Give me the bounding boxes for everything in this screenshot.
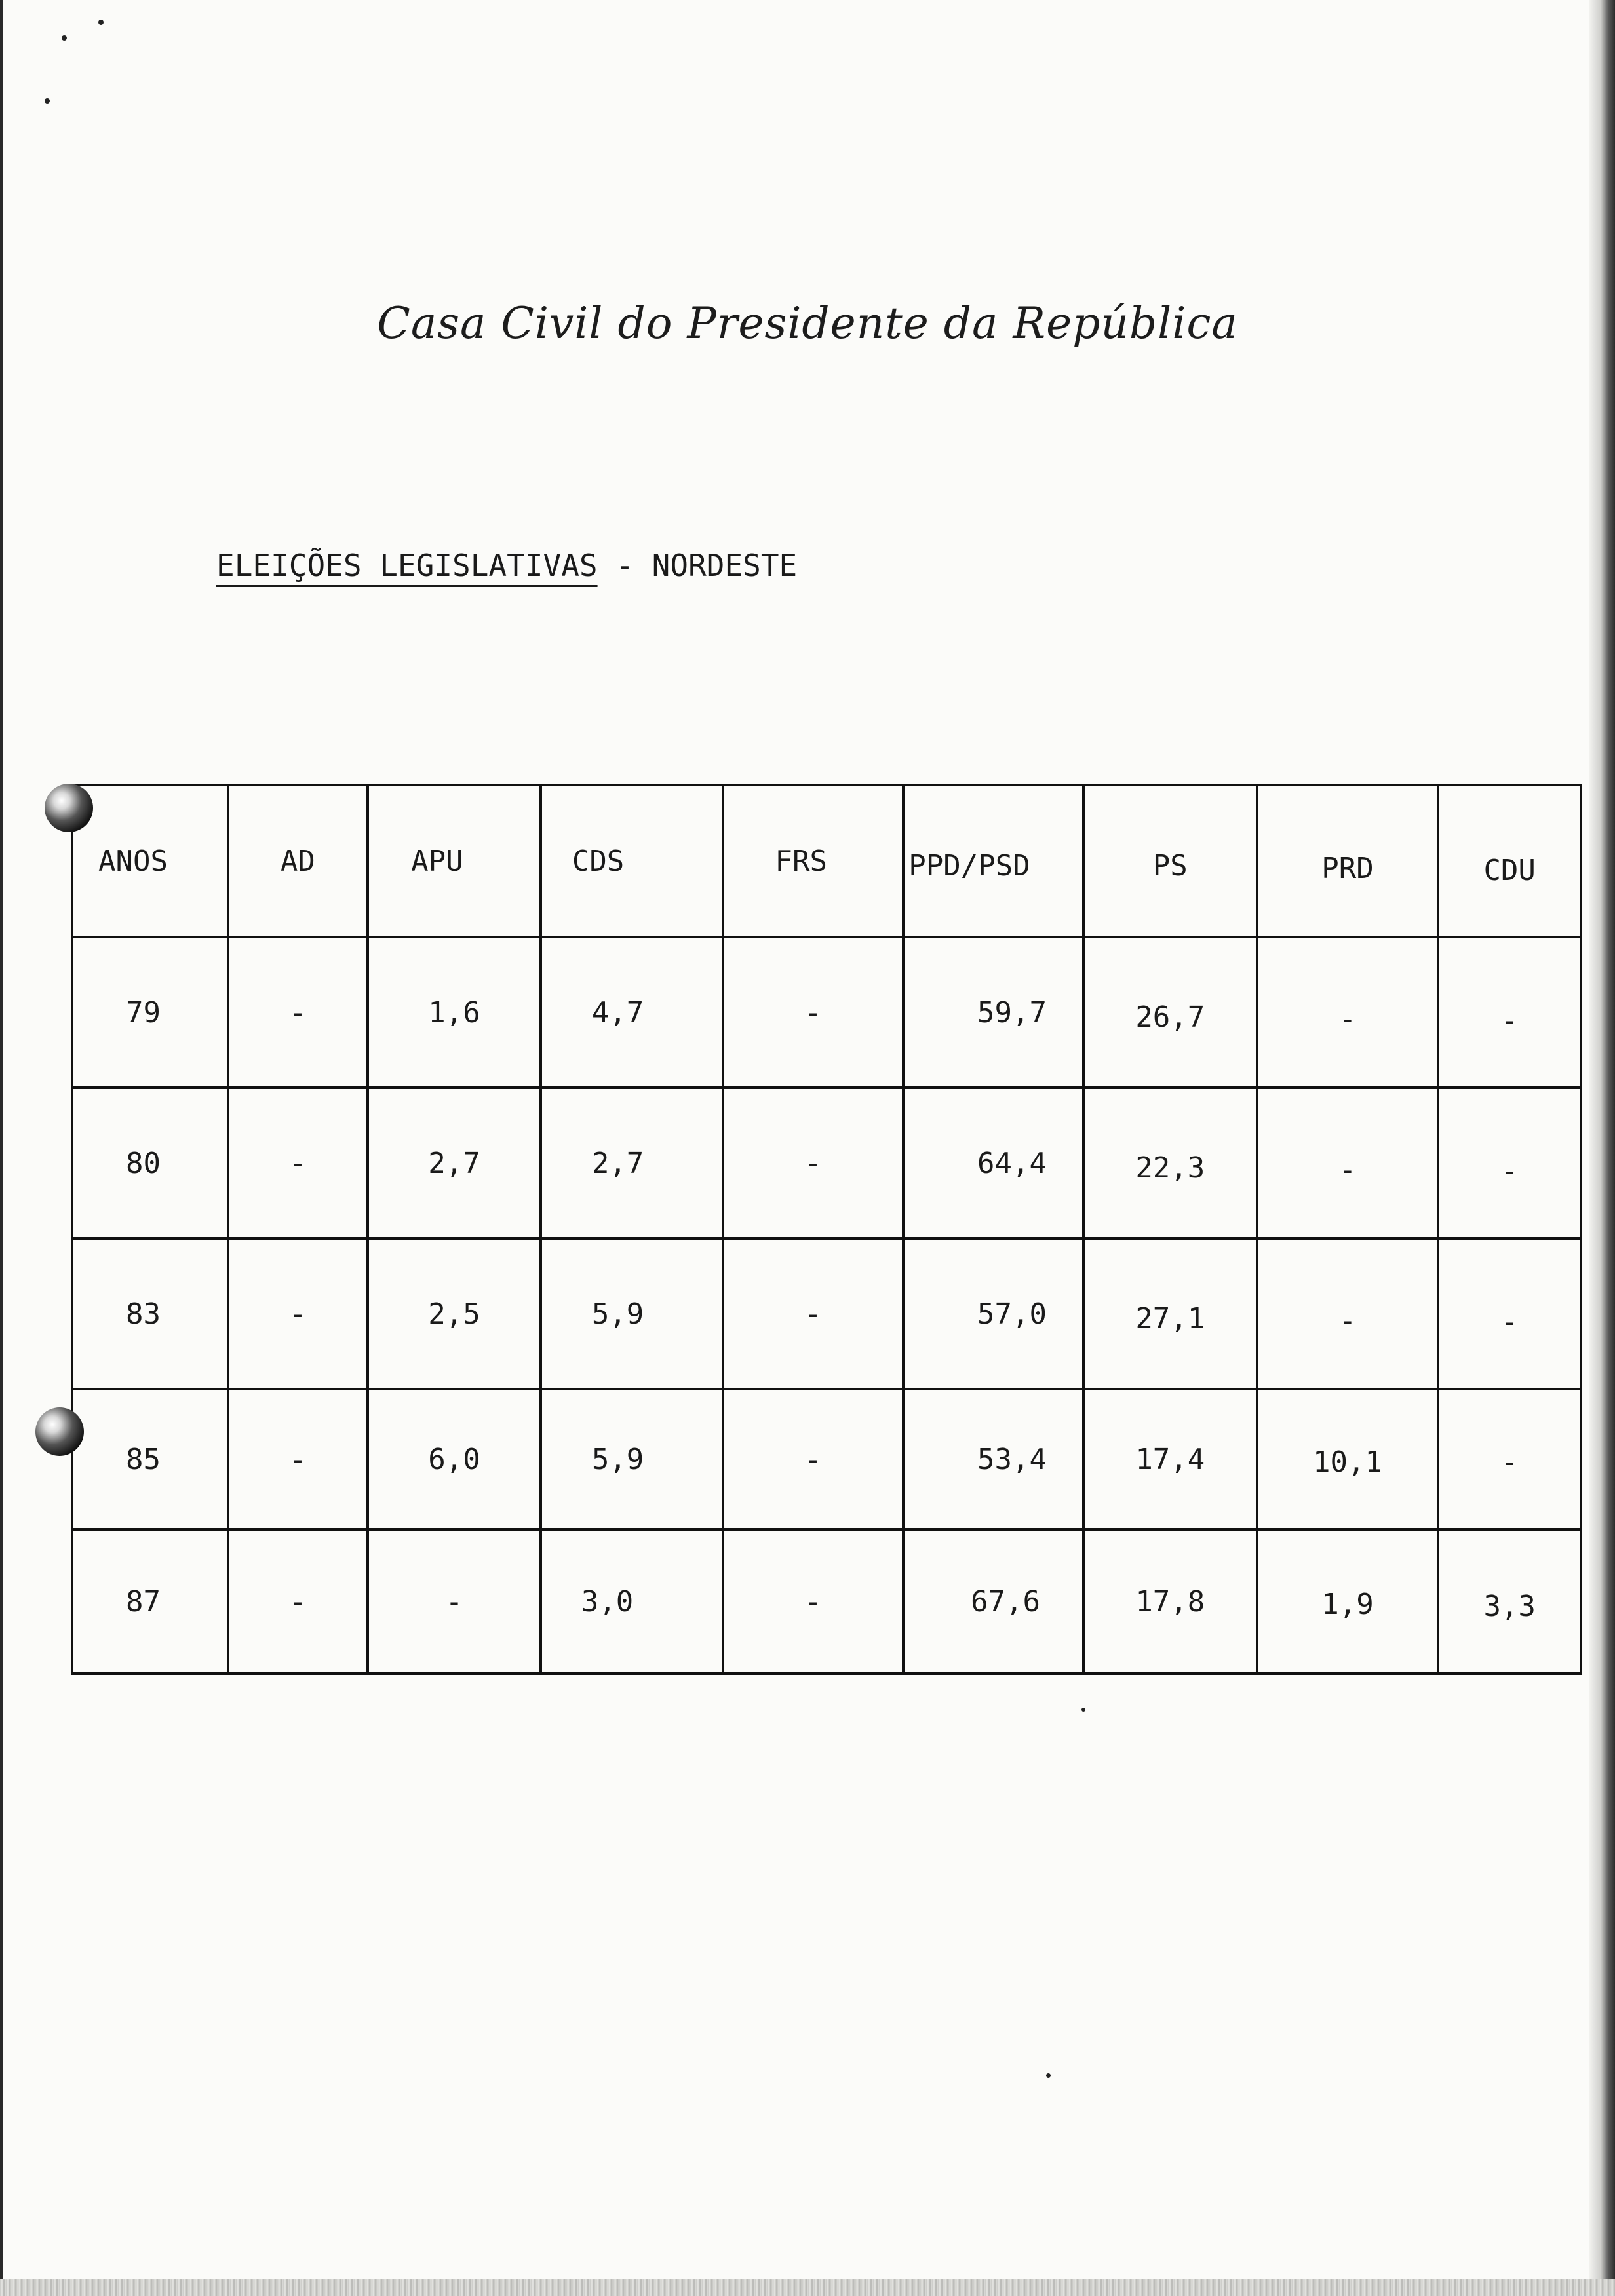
- cell-year: 87: [72, 1529, 228, 1674]
- cell-ad: -: [228, 1088, 368, 1238]
- cell-apu: 1,6: [368, 937, 541, 1088]
- cell-cds: 2,7: [541, 1088, 723, 1238]
- cell-frs: -: [723, 937, 904, 1088]
- cell-cds: 3,0: [541, 1529, 723, 1674]
- cell-cdu: -: [1438, 1238, 1581, 1389]
- scan-speck: [62, 35, 67, 41]
- scan-speck: [1081, 1708, 1085, 1712]
- table-row: [72, 1529, 1581, 1674]
- scan-speck: [1046, 2073, 1051, 2078]
- cell-ppd-psd: 57,0: [903, 1238, 1083, 1389]
- cell-apu: 2,5: [368, 1238, 541, 1389]
- cell-year: 79: [72, 937, 228, 1088]
- cell-frs: -: [723, 1238, 904, 1389]
- cell-ps: 22,3: [1083, 1088, 1257, 1238]
- table-row: [72, 937, 1581, 1088]
- cell-ps: 17,4: [1083, 1389, 1257, 1529]
- letterhead: Casa Civil do Presidente da República: [377, 298, 1238, 349]
- table-row: [72, 1238, 1581, 1389]
- cell-cds: 5,9: [541, 1389, 723, 1529]
- cell-cdu: -: [1438, 1389, 1581, 1529]
- scan-speck: [98, 20, 104, 25]
- table-header-row: [72, 785, 1581, 937]
- cell-ad: -: [228, 1389, 368, 1529]
- cell-frs: -: [723, 1088, 904, 1238]
- cell-year: 85: [72, 1389, 228, 1529]
- scan-speck: [45, 98, 50, 104]
- cell-ppd-psd: 67,6: [903, 1529, 1083, 1674]
- cell-prd: -: [1257, 937, 1439, 1088]
- cell-prd: -: [1257, 1238, 1439, 1389]
- cell-year: 83: [72, 1238, 228, 1389]
- cell-year: 80: [72, 1088, 228, 1238]
- column-header-anos: ANOS: [72, 785, 228, 937]
- table-row: [72, 1389, 1581, 1529]
- cell-frs: -: [723, 1529, 904, 1674]
- column-header-prd: PRD: [1257, 785, 1439, 937]
- cell-ppd-psd: 59,7: [903, 937, 1083, 1088]
- punch-hole-top: [45, 784, 93, 832]
- cell-ppd-psd: 53,4: [903, 1389, 1083, 1529]
- table-row: [72, 1088, 1581, 1238]
- cell-apu: 6,0: [368, 1389, 541, 1529]
- cell-apu: 2,7: [368, 1088, 541, 1238]
- cell-ad: -: [228, 1238, 368, 1389]
- column-header-apu: APU: [368, 785, 541, 937]
- column-header-ppd-psd: PPD/PSD: [903, 785, 1083, 937]
- cell-cds: 4,7: [541, 937, 723, 1088]
- column-header-frs: FRS: [723, 785, 904, 937]
- column-header-ad: AD: [228, 785, 368, 937]
- column-header-ps: PS: [1083, 785, 1257, 937]
- page-edge-bottom: [0, 2279, 1615, 2296]
- cell-cdu: -: [1438, 937, 1581, 1088]
- cell-ad: -: [228, 937, 368, 1088]
- column-header-cds: CDS: [541, 785, 723, 937]
- cell-ad: -: [228, 1529, 368, 1674]
- cell-cds: 5,9: [541, 1238, 723, 1389]
- cell-ps: 17,8: [1083, 1529, 1257, 1674]
- cell-ps: 27,1: [1083, 1238, 1257, 1389]
- title-underlined: ELEIÇÕES LEGISLATIVAS: [216, 548, 598, 583]
- cell-cdu: 3,3: [1438, 1529, 1581, 1674]
- cell-apu: -: [368, 1529, 541, 1674]
- cell-ps: 26,7: [1083, 937, 1257, 1088]
- document-title: [216, 548, 797, 583]
- punch-hole-bottom: [35, 1407, 84, 1456]
- cell-prd: 10,1: [1257, 1389, 1439, 1529]
- title-region: - NORDESTE: [597, 548, 798, 583]
- cell-frs: -: [723, 1389, 904, 1529]
- cell-prd: -: [1257, 1088, 1439, 1238]
- column-header-cdu: CDU: [1438, 785, 1581, 937]
- cell-prd: 1,9: [1257, 1529, 1439, 1674]
- election-results-table: [71, 784, 1582, 1675]
- cell-ppd-psd: 64,4: [903, 1088, 1083, 1238]
- cell-cdu: -: [1438, 1088, 1581, 1238]
